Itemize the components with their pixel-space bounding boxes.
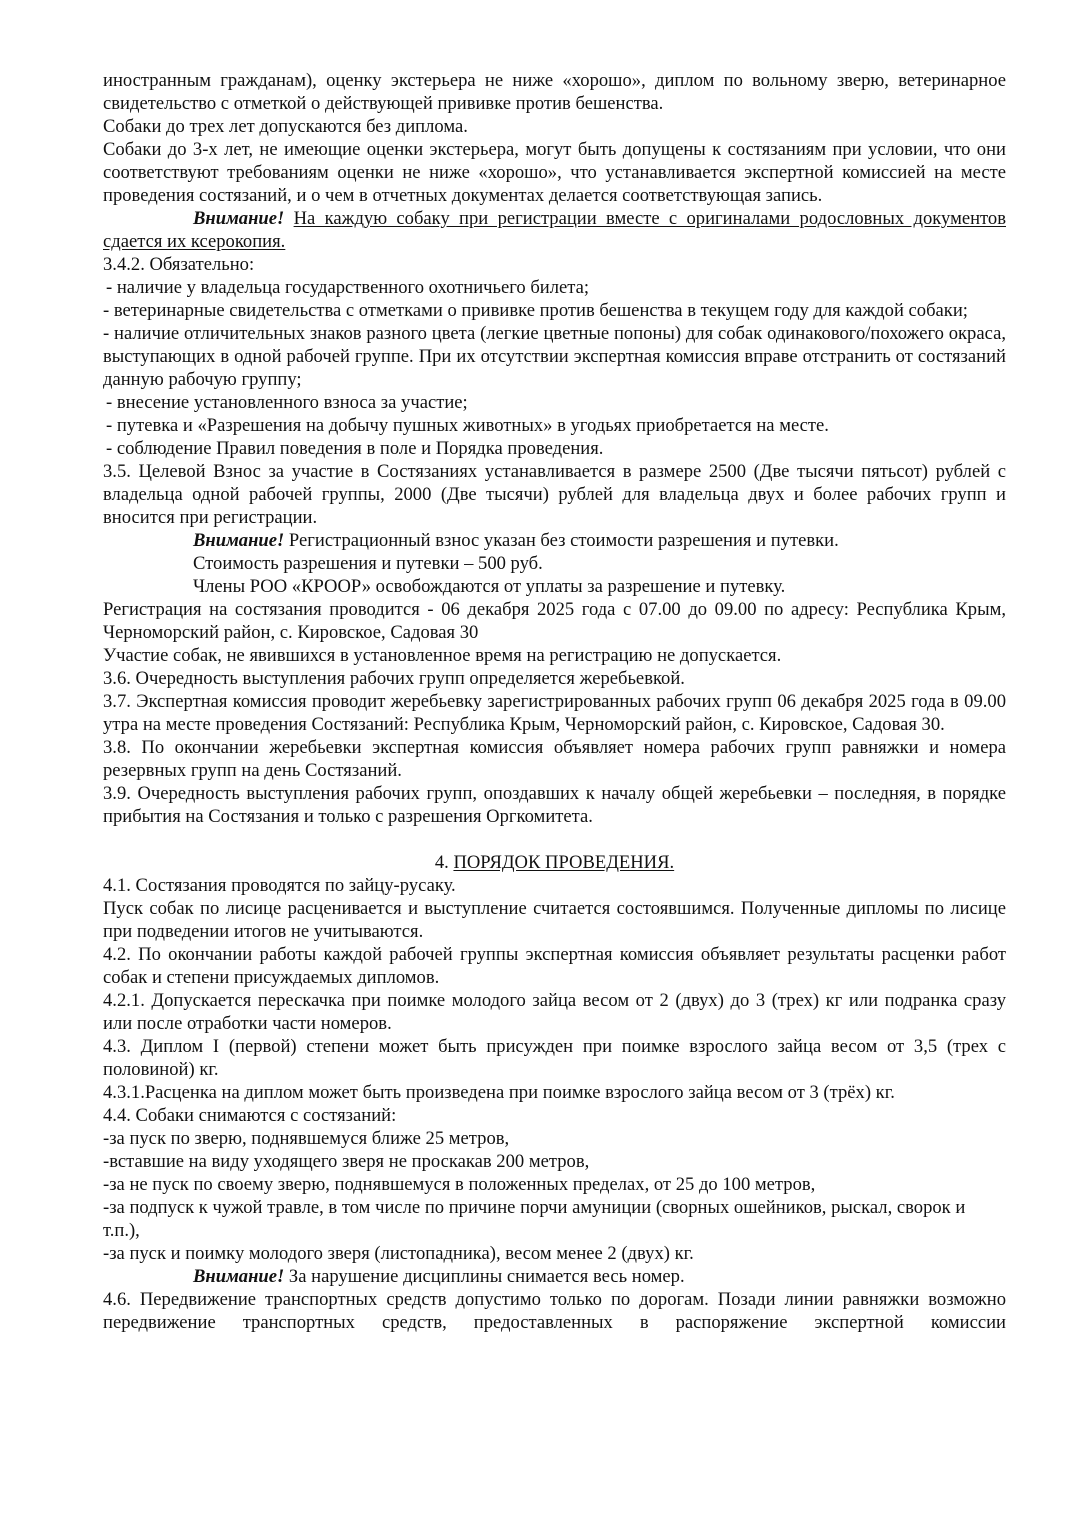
paragraph-4-3-1: 4.3.1.Расценка на диплом может быть произведена при поимке взрослого зайца весом от 3 (трёх) кг. (103, 1082, 895, 1103)
paragraph-registration: Регистрация на состязания проводится - 06 декабря 2025 года с 07.00 до 09.00 по адресу: Республика Крым, Черноморский район, с. Кировское, Садовая 30 (103, 599, 1006, 643)
paragraph-3-7: 3.7. Экспертная комиссия проводит жеребьевку зарегистрированных рабочих групп 06 декабря 2025 года в 09.00 утра на месте проведения Состязаний: Республика Крым, Черноморский район, с. Кировское, Садовая 30. (103, 691, 1006, 735)
list-item: - внесение установленного взноса за участие; (106, 392, 468, 413)
attention-label: Внимание! (193, 530, 285, 551)
paragraph-3-5-fee: 3.5. Целевой Взнос за участие в Состязаниях устанавливается в размере 2500 (Две тысячи пятьсот) рублей с владельца одной рабочей группы, 2000 (Две тысячи) рублей для владельца двух и более рабочих групп и вносится при регистрации. (103, 461, 1006, 528)
section-3-4-2-heading: 3.4.2. Обязательно: (103, 254, 255, 275)
attention-note-discipline (103, 1265, 1006, 1288)
attention-label: Внимание! (193, 208, 285, 229)
attention-text: За нарушение дисциплины снимается весь номер. (288, 1266, 685, 1287)
list-item: - путевка и «Разрешения на добычу пушных животных» в угодьях приобретается на месте. (106, 415, 829, 436)
list-item: -вставшие на виду уходящего зверя не проскакав 200 метров, (103, 1151, 590, 1172)
list-item: -за подпуск к чужой травле, в том числе по причине порчи амуниции (сворных ошейников, рыскал, сворок и т.п.), (103, 1197, 966, 1241)
attention-note-copies (103, 207, 1006, 253)
paragraph-4-3: 4.3. Диплом I (первой) степени может быть присужден при поимке взрослого зайца весом от 3,5 (трех с половиной) кг. (103, 1036, 1006, 1080)
paragraph-4-6: 4.6. Передвижение транспортных средств допустимо только по дорогам. Позади линии равняжки возможно передвижение транспортных средств, предоставленных в распоряжение экспертной комиссии (103, 1289, 1006, 1333)
paragraph-dogs-under-three: Собаки до трех лет допускаются без диплома. (103, 116, 468, 137)
paragraph-permit-cost: Стоимость разрешения и путевки – 500 руб. (193, 553, 543, 574)
paragraph-members-exempt: Члены РОО «КРООР» освобождаются от уплаты за разрешение и путевку. (193, 576, 786, 597)
list-item: - наличие у владельца государственного охотничьего билета; (106, 277, 590, 298)
paragraph-exterior-evaluation: Собаки до 3-х лет, не имеющие оценки экстерьера, могут быть допущены к состязаниям при условии, что они соответствуют требованиям оценки не ниже «хорошо», что устанавливается экспертной комиссией на месте проведения состязаний, и о чем в отчетных документах делается соответствующая запись. (103, 139, 1006, 206)
section-title: ПОРЯДОК ПРОВЕДЕНИЯ. (453, 852, 675, 873)
document-page (103, 69, 1006, 1334)
list-item: -за пуск и поимку молодого зверя (листопадника), весом менее 2 (двух) кг. (103, 1243, 694, 1264)
paragraph-late-arrival: Участие собак, не явившихся в установленное время на регистрацию не допускается. (103, 645, 782, 666)
attention-text: На каждую собаку при регистрации вместе с оригиналами родословных документов сдается их ксерокопия. (103, 208, 1006, 252)
paragraph-4-2-1: 4.2.1. Допускается перескачка при поимке молодого зайца весом от 2 (двух) до 3 (трех) кг или подранка сразу или после отработки части номеров. (103, 990, 1006, 1034)
attention-text: Регистрационный взнос указан без стоимости разрешения и путевки. (288, 530, 839, 551)
paragraph-fox: Пуск собак по лисице расценивается и выступление считается состоявшимся. Полученные дипломы по лисице при подведении итогов не учитываются. (103, 898, 1006, 942)
paragraph-foreign-citizens: иностранным гражданам), оценку экстерьера не ниже «хорошо», диплом по вольному зверю, ветеринарное свидетельство с отметкой о действующей прививке против бешенства. (103, 70, 1006, 114)
list-item: - соблюдение Правил поведения в поле и Порядка проведения. (106, 438, 604, 459)
paragraph-4-1: 4.1. Состязания проводятся по зайцу-русаку. (103, 875, 456, 896)
section-number: 4. (434, 852, 449, 873)
attention-label: Внимание! (193, 1266, 285, 1287)
paragraph-3-6: 3.6. Очередность выступления рабочих групп определяется жеребьевкой. (103, 668, 685, 689)
list-item: -за не пуск по своему зверю, поднявшемуся в положенных пределах, от 25 до 100 метров, (103, 1174, 816, 1195)
paragraph-4-4: 4.4. Собаки снимаются с состязаний: (103, 1105, 397, 1126)
list-item: -за пуск по зверю, поднявшемуся ближе 25 метров, (103, 1128, 510, 1149)
paragraph-3-9: 3.9. Очередность выступления рабочих групп, опоздавших к началу общей жеребьевки – последняя, в порядке прибытия на Состязания и только с разрешения Оргкомитета. (103, 783, 1006, 827)
list-item: - ветеринарные свидетельства с отметками о прививке против бешенства в текущем году для каждой собаки; (103, 300, 968, 321)
attention-note-fee (103, 529, 1006, 552)
paragraph-3-8: 3.8. По окончании жеребьевки экспертная комиссия объявляет номера рабочих групп равняжки и номера резервных групп на день Состязаний. (103, 737, 1006, 781)
paragraph-4-2: 4.2. По окончании работы каждой рабочей группы экспертная комиссия объявляет результаты расценки работ собак и степени присуждаемых дипломов. (103, 944, 1006, 988)
section-4-heading (103, 828, 1006, 874)
list-item: - наличие отличительных знаков разного цвета (легкие цветные попоны) для собак одинакового/похожего окраса, выступающих в одной рабочей группе. При их отсутствии экспертная комиссия вправе отстранить от состязаний данную рабочую группу; (103, 323, 1006, 390)
